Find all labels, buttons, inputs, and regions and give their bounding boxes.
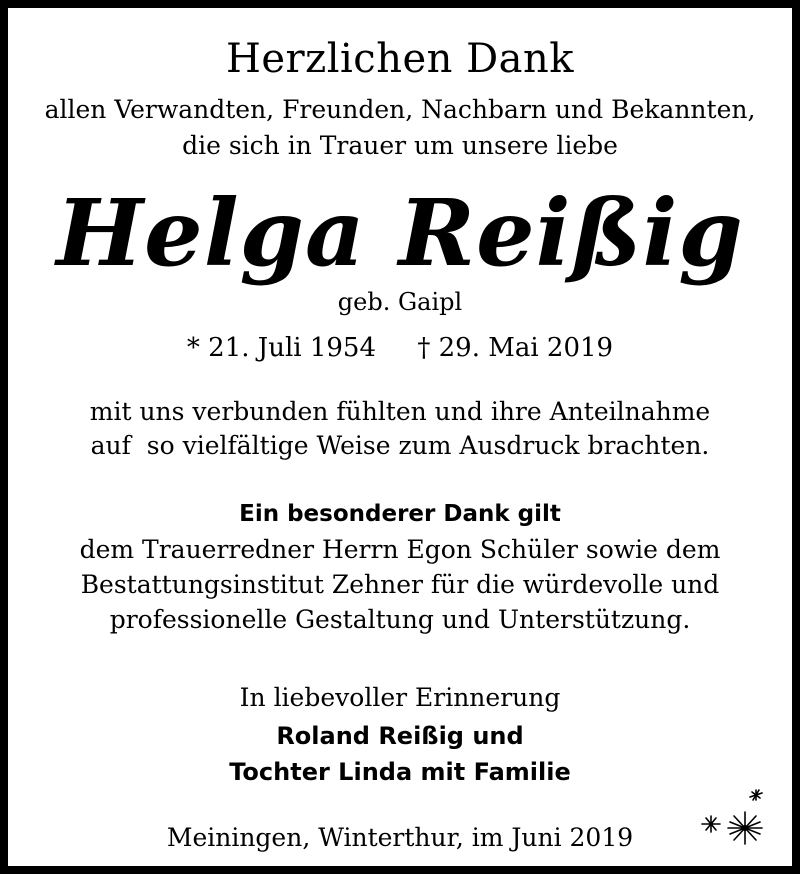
- special-thanks-line-2: Bestattungsinstitut Zehner für die würdevolle und: [80, 570, 720, 599]
- intro-line-2: die sich in Trauer um unsere liebe: [182, 131, 618, 160]
- life-dates: * 21. Juli 1954 † 29. Mai 2019: [186, 333, 614, 363]
- heading: Herzlichen Dank: [225, 36, 575, 82]
- place-date: Meiningen, Winterthur, im Juni 2019: [166, 823, 634, 852]
- intro-line-1: allen Verwandten, Freunden, Nachbarn und Bekannten,: [44, 95, 756, 124]
- sympathy-line-2: auf so vielfältige Weise zum Ausdruck brachten.: [90, 431, 710, 460]
- signer-line-1: Roland Reißig und: [276, 722, 524, 750]
- tree-ornament-icon: [698, 788, 770, 848]
- special-thanks-line-3: professionelle Gestaltung und Unterstützung.: [109, 605, 691, 634]
- special-thanks-line-1: dem Trauerredner Herrn Egon Schüler sowie dem: [79, 535, 721, 564]
- special-thanks-title: Ein besonderer Dank gilt: [239, 501, 561, 527]
- deceased-name: Helga Reißig: [56, 179, 744, 287]
- signer-line-2: Tochter Linda mit Familie: [229, 758, 571, 786]
- sympathy-line-1: mit uns verbunden fühlten und ihre Anteilnahme: [89, 397, 711, 426]
- birth-name: geb. Gaipl: [337, 288, 463, 316]
- remembrance-line: In liebevoller Erinnerung: [239, 683, 561, 712]
